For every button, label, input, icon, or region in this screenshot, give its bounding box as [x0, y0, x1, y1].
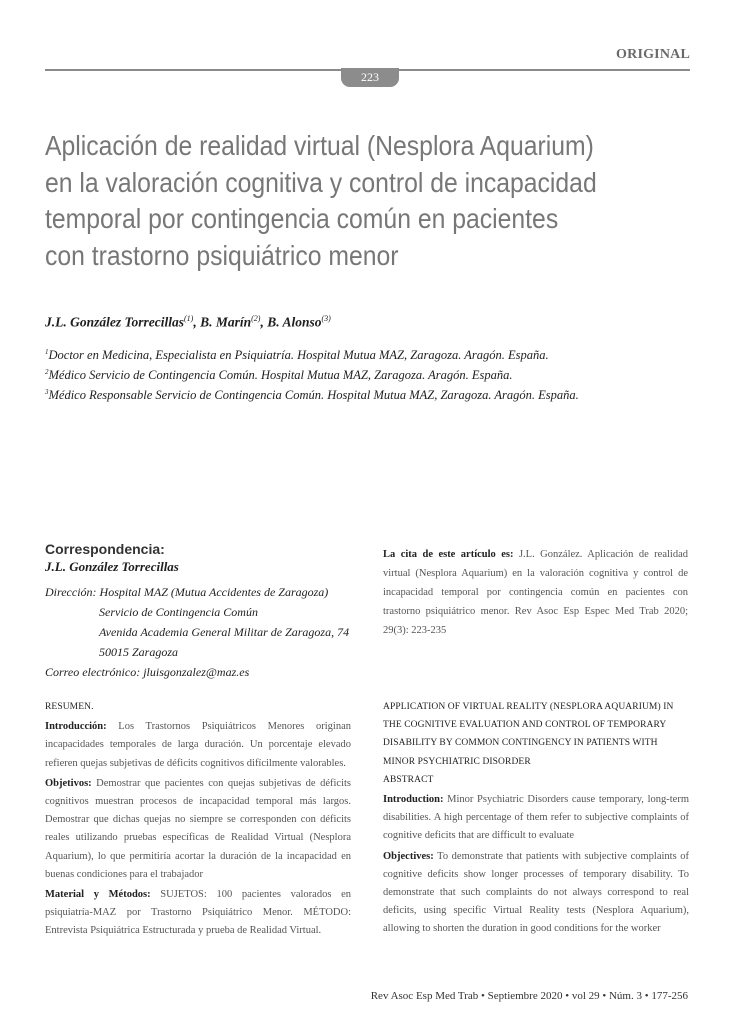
objectives-label: Objectives:	[383, 850, 434, 862]
address-line: Avenida Academia General Militar de Zaragoza, 74	[99, 625, 350, 639]
intro-text: Los Trastornos Psiquiátricos Menores originan incapacidades temporales de larga duración. Un porcentaje elevado refieren quejas subjetivas de déficits cognitivos difícilmente valorables.	[45, 721, 351, 769]
intro-label: Introducción:	[45, 721, 107, 733]
objectives-text: To demonstrate that patients with subjective complaints of cognitive deficits show longer processes of temporary disability. To demonstrate that such complaints do not always correspond to real deficits, using specific Virtual Reality tests (Nesplora Aquarium), allowing to shorten the duration in good conditions for the worker	[383, 850, 689, 935]
intro-label: Introduction:	[383, 794, 444, 806]
journal-footer: Rev Asoc Esp Med Trab • Septiembre 2020 • vol 29 • Núm. 3 • 177-256	[370, 990, 688, 1002]
title-line: Aplicación de realidad virtual (Nesplora Aquarium)	[45, 130, 594, 161]
affiliations	[45, 344, 579, 404]
section-label: ORIGINAL	[616, 47, 690, 62]
title-line: en la valoración cognitiva y control de incapacidad	[45, 166, 597, 198]
author-list	[45, 314, 331, 331]
author-name: J.L. González Torrecillas	[45, 314, 185, 330]
citation-text: J.L. González. Aplicación de realidad virtual (Nesplora Aquarium) en la valoración cognitiva y control de incapacidad temporal por contingencia común en pacientes con trastorno psiquiátrico menor. Rev Asoc Esp Espec Med Trab 2020; 29(3): 223-235	[383, 549, 688, 636]
methods-label: Material y Métodos:	[45, 889, 151, 901]
resumen-heading: RESUMEN.	[45, 702, 94, 712]
address-line	[45, 582, 349, 602]
affiliation-text: Doctor en Medicina, Especialista en Psiquiatría. Hospital Mutua MAZ, Zaragoza. Aragón. España.	[48, 348, 549, 363]
affiliation-item	[45, 384, 579, 404]
objectives-label: Objetivos:	[45, 777, 92, 789]
affiliation-sup: 1	[45, 348, 49, 356]
address-label: Dirección:	[45, 585, 97, 599]
objectives-text: Demostrar que pacientes con quejas subjetivas de déficits cognitivos muestran procesos de incapacidad temporal más largos. Demostrar que dichas quejas no siempre se corresponden con déficits reales utilizando pruebas específicas de Realidad Virtual (Nesplora Aquarium), lo que permitiría acortar la duración de la incapacidad en buenas condiciones para el trabajador	[45, 777, 351, 880]
abstract-objectives	[383, 848, 689, 939]
title-line: con trastorno psiquiátrico menor	[45, 239, 399, 271]
affiliation-text: Médico Responsable Servicio de Contingencia Común. Hospital Mutua MAZ, Zaragoza. Aragón. España.	[48, 388, 579, 403]
resumen-intro	[45, 718, 351, 773]
abstract-column	[383, 698, 689, 941]
affiliation-item	[45, 344, 579, 364]
address-line: Servicio de Contingencia Común	[99, 605, 258, 619]
author-sup: (2)	[251, 314, 261, 323]
resumen-objectives	[45, 775, 351, 884]
english-title: APPLICATION OF VIRTUAL REALITY (NESPLORA AQUARIUM) IN THE COGNITIVE EVALUATION AND CONTROL OF TEMPORARY DISABILITY BY COMMON CONTINGENCY IN PATIENTS WITH MINOR PSYCHIATRIC DISORDER	[383, 702, 674, 767]
author-sep: ,	[193, 314, 201, 330]
abstract-heading: ABSTRACT	[383, 774, 434, 785]
resumen-column	[45, 698, 351, 943]
email-line	[45, 662, 349, 682]
correspondence-address	[45, 582, 349, 682]
abstract-intro	[383, 791, 689, 846]
email-label: Correo electrónico:	[45, 665, 141, 679]
methods-text: SUJETOS: 100 pacientes valorados en psiquiatría-MAZ por Trastorno Psiquiátrico Menor. MÉTODO: Entrevista Psiquiátrica Estructurada y prueba de Realidad Virtual.	[45, 889, 351, 937]
author-name: B. Marín	[200, 314, 252, 330]
title-line: temporal por contingencia común en pacientes	[45, 203, 559, 234]
article-title	[45, 128, 621, 274]
correspondence-heading: Correspondencia:	[45, 541, 165, 557]
citation-label: La cita de este artículo es:	[383, 549, 514, 560]
author-sup: (3)	[321, 314, 331, 323]
author-sep: ,	[260, 314, 268, 330]
resumen-methods	[45, 886, 351, 941]
citation-block	[383, 545, 688, 640]
affiliation-sup: 3	[45, 388, 49, 397]
intro-text: Minor Psychiatric Disorders cause temporary, long-term disabilities. A high percentage of them refer to subjective complaints of cognitive deficits that are difficult to evaluate	[383, 794, 689, 842]
affiliation-sup: 2	[45, 368, 49, 377]
author-sup: (1)	[184, 314, 194, 323]
correspondence-name: J.L. González Torrecillas	[45, 559, 179, 574]
author-name: B. Alonso	[267, 314, 322, 330]
page-number: 223	[341, 68, 399, 87]
affiliation-text: Médico Servicio de Contingencia Común. Hospital Mutua MAZ, Zaragoza. Aragón. España.	[48, 368, 513, 383]
address-text: Hospital MAZ (Mutua Accidentes de Zaragoza)	[99, 585, 329, 599]
address-line: 50015 Zaragoza	[99, 645, 179, 659]
affiliation-item	[45, 364, 579, 384]
email-link[interactable]: jluisgonzalez@maz.es	[143, 665, 250, 679]
